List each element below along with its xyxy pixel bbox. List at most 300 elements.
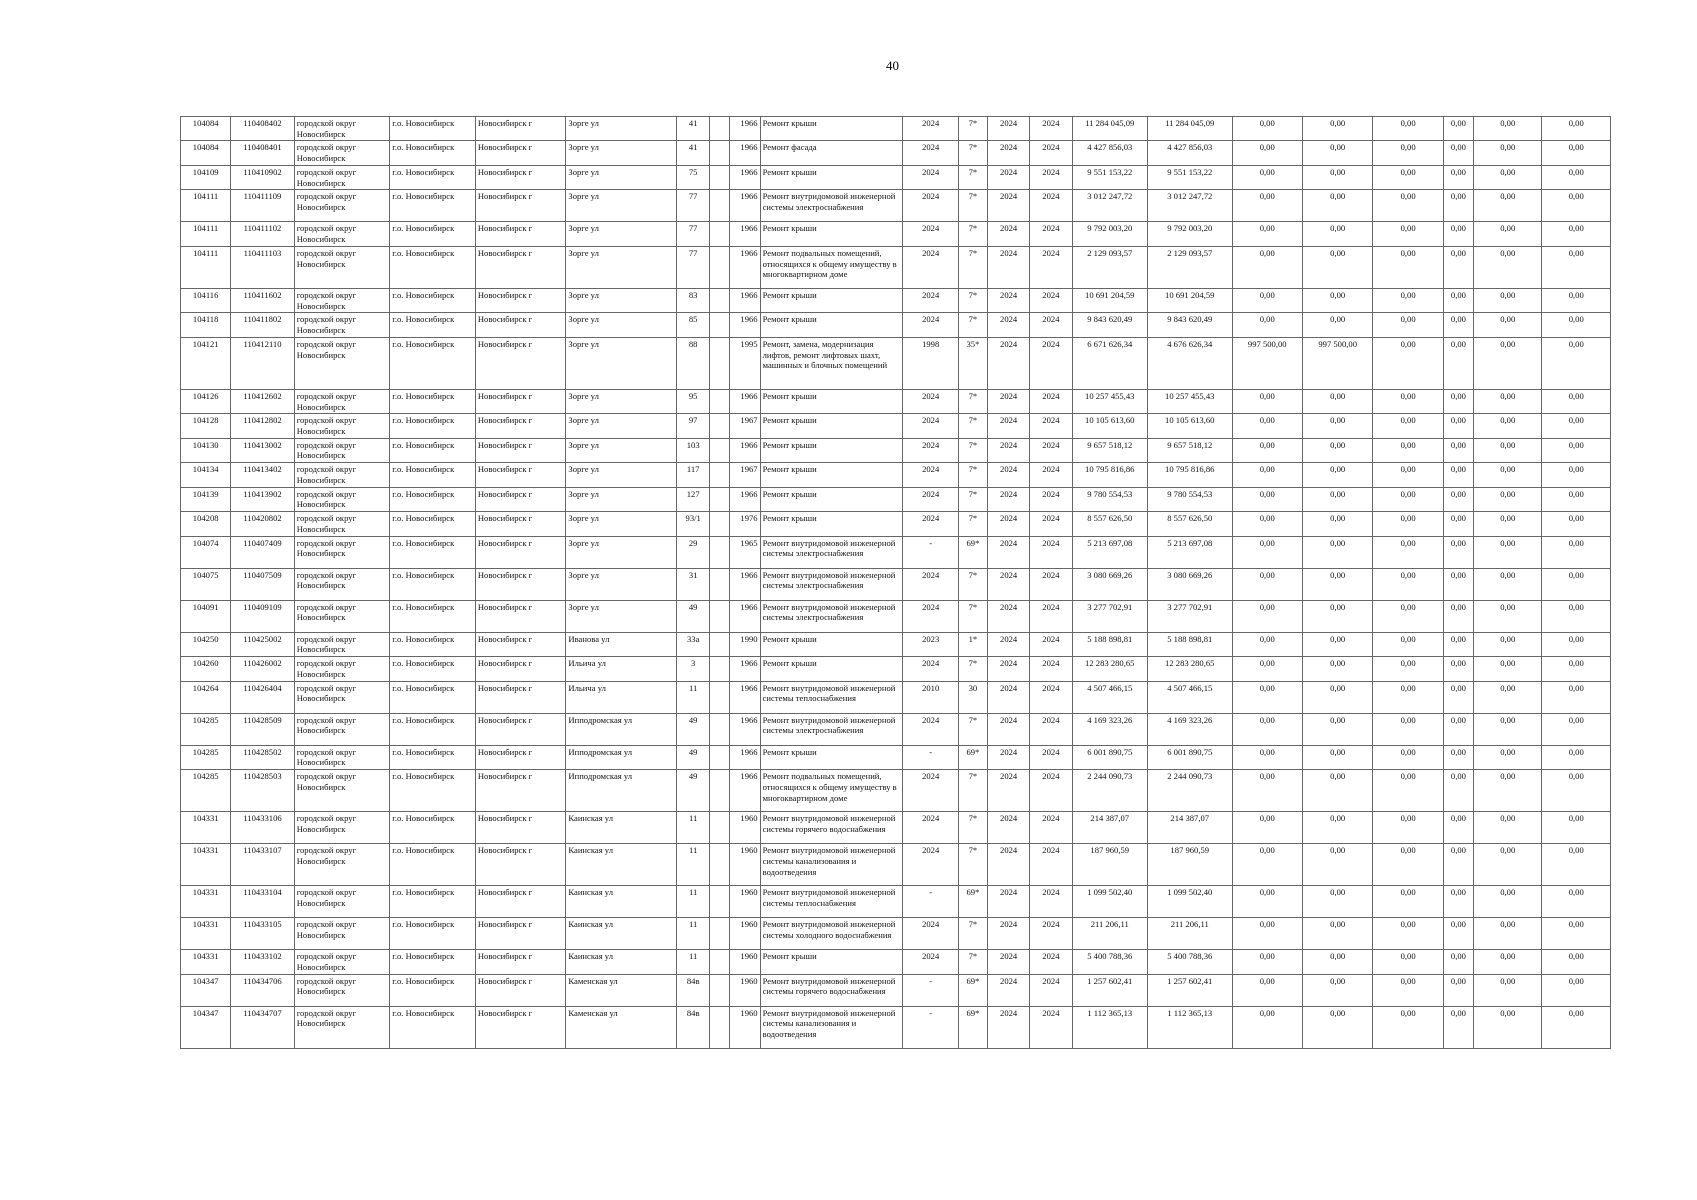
street-cell: Зорге ул	[566, 190, 677, 222]
marker-cell: 7*	[958, 414, 987, 438]
amount-extra-cell: 0,00	[1373, 974, 1443, 1006]
year-end-cell: 2024	[1030, 770, 1072, 812]
district-cell: городской округ Новосибирск	[294, 657, 390, 681]
district-cell: городской округ Новосибирск	[294, 246, 390, 288]
amount-extra-cell: 0,00	[1302, 812, 1372, 844]
year-start-cell: 2024	[988, 600, 1030, 632]
table-row	[181, 117, 1611, 141]
year-end-cell: 2024	[1030, 713, 1072, 745]
build-year-cell: 1960	[730, 918, 760, 950]
empty-cell	[710, 844, 730, 886]
amount-extra-cell: 0,00	[1373, 487, 1443, 511]
plan-year-cell: 2024	[903, 600, 958, 632]
year-end-cell: 2024	[1030, 950, 1072, 974]
plan-year-cell: 2024	[903, 918, 958, 950]
amount-extra-cell: 0,00	[1443, 222, 1473, 246]
empty-cell	[710, 463, 730, 487]
street-cell: Зорге ул	[566, 165, 677, 189]
house-number-cell: 95	[677, 389, 710, 413]
table-row	[181, 337, 1611, 389]
plan-year-cell: 2024	[903, 438, 958, 462]
plan-year-cell: 2024	[903, 463, 958, 487]
amount-fund-cell: 1 099 502,40	[1148, 886, 1233, 918]
district-cell: городской округ Новосибирск	[294, 165, 390, 189]
year-start-cell: 2024	[988, 657, 1030, 681]
street-cell: Зорге ул	[566, 438, 677, 462]
amount-extra-cell: 0,00	[1373, 770, 1443, 812]
amount-extra-cell: 0,00	[1443, 246, 1473, 288]
district-cell: городской округ Новосибирск	[294, 337, 390, 389]
empty-cell	[710, 487, 730, 511]
work-type-cell: Ремонт крыши	[760, 165, 903, 189]
work-id-cell: 110433105	[231, 918, 294, 950]
amount-extra-cell: 0,00	[1542, 713, 1611, 745]
city-cell: Новосибирск г	[475, 568, 566, 600]
table-row	[181, 632, 1611, 656]
house-number-cell: 85	[677, 313, 710, 337]
city-cell: Новосибирск г	[475, 812, 566, 844]
amount-extra-cell: 997 500,00	[1232, 337, 1302, 389]
amount-extra-cell: 0,00	[1542, 463, 1611, 487]
settlement-cell: г.о. Новосибирск	[390, 117, 476, 141]
build-year-cell: 1966	[730, 681, 760, 713]
year-end-cell: 2024	[1030, 414, 1072, 438]
amount-extra-cell: 0,00	[1302, 222, 1372, 246]
house-number-cell: 49	[677, 745, 710, 769]
table-row	[181, 389, 1611, 413]
district-cell: городской округ Новосибирск	[294, 713, 390, 745]
city-cell: Новосибирск г	[475, 438, 566, 462]
amount-extra-cell: 0,00	[1302, 600, 1372, 632]
amount-total-cell: 9 657 518,12	[1072, 438, 1147, 462]
year-start-cell: 2024	[988, 950, 1030, 974]
amount-extra-cell: 0,00	[1232, 886, 1302, 918]
amount-extra-cell: 0,00	[1373, 536, 1443, 568]
amount-total-cell: 214 387,07	[1072, 812, 1147, 844]
amount-extra-cell: 0,00	[1232, 438, 1302, 462]
amount-extra-cell: 0,00	[1373, 463, 1443, 487]
work-id-cell: 110428503	[231, 770, 294, 812]
amount-extra-cell: 0,00	[1302, 1006, 1372, 1048]
marker-cell: 69*	[958, 886, 987, 918]
work-id-cell: 110426404	[231, 681, 294, 713]
empty-cell	[710, 141, 730, 165]
marker-cell: 7*	[958, 288, 987, 312]
amount-extra-cell: 0,00	[1443, 812, 1473, 844]
empty-cell	[710, 568, 730, 600]
marker-cell: 7*	[958, 568, 987, 600]
table-row	[181, 536, 1611, 568]
plan-year-cell: 2024	[903, 190, 958, 222]
amount-extra-cell: 0,00	[1302, 141, 1372, 165]
amount-fund-cell: 9 780 554,53	[1148, 487, 1233, 511]
amount-total-cell: 9 792 003,20	[1072, 222, 1147, 246]
build-year-cell: 1967	[730, 463, 760, 487]
marker-cell: 7*	[958, 389, 987, 413]
plan-year-cell: 2024	[903, 222, 958, 246]
amount-extra-cell: 0,00	[1373, 117, 1443, 141]
house-id-cell: 104084	[181, 117, 231, 141]
amount-extra-cell: 0,00	[1373, 1006, 1443, 1048]
build-year-cell: 1966	[730, 389, 760, 413]
work-type-cell: Ремонт крыши	[760, 512, 903, 536]
work-id-cell: 110433107	[231, 844, 294, 886]
city-cell: Новосибирск г	[475, 463, 566, 487]
amount-extra-cell: 0,00	[1232, 246, 1302, 288]
work-type-cell: Ремонт крыши	[760, 487, 903, 511]
build-year-cell: 1966	[730, 246, 760, 288]
house-number-cell: 11	[677, 918, 710, 950]
amount-extra-cell: 0,00	[1542, 770, 1611, 812]
build-year-cell: 1966	[730, 487, 760, 511]
year-start-cell: 2024	[988, 222, 1030, 246]
amount-fund-cell: 10 795 816,86	[1148, 463, 1233, 487]
settlement-cell: г.о. Новосибирск	[390, 812, 476, 844]
amount-extra-cell: 0,00	[1232, 568, 1302, 600]
house-id-cell: 104260	[181, 657, 231, 681]
year-end-cell: 2024	[1030, 222, 1072, 246]
street-cell: Каинская ул	[566, 918, 677, 950]
amount-extra-cell: 0,00	[1373, 288, 1443, 312]
amount-extra-cell: 0,00	[1474, 438, 1542, 462]
marker-cell: 35*	[958, 337, 987, 389]
amount-extra-cell: 0,00	[1373, 950, 1443, 974]
amount-extra-cell: 0,00	[1443, 886, 1473, 918]
street-cell: Ильича ул	[566, 681, 677, 713]
district-cell: городской округ Новосибирск	[294, 512, 390, 536]
amount-fund-cell: 5 400 788,36	[1148, 950, 1233, 974]
settlement-cell: г.о. Новосибирск	[390, 536, 476, 568]
district-cell: городской округ Новосибирск	[294, 487, 390, 511]
amount-total-cell: 1 257 602,41	[1072, 974, 1147, 1006]
work-id-cell: 110412602	[231, 389, 294, 413]
amount-extra-cell: 0,00	[1542, 487, 1611, 511]
table-row	[181, 313, 1611, 337]
amount-extra-cell: 0,00	[1443, 487, 1473, 511]
city-cell: Новосибирск г	[475, 886, 566, 918]
district-cell: городской округ Новосибирск	[294, 1006, 390, 1048]
district-cell: городской округ Новосибирск	[294, 288, 390, 312]
amount-extra-cell: 0,00	[1474, 681, 1542, 713]
year-end-cell: 2024	[1030, 313, 1072, 337]
table-row	[181, 886, 1611, 918]
settlement-cell: г.о. Новосибирск	[390, 568, 476, 600]
marker-cell: 7*	[958, 770, 987, 812]
empty-cell	[710, 1006, 730, 1048]
year-start-cell: 2024	[988, 288, 1030, 312]
plan-year-cell: -	[903, 1006, 958, 1048]
amount-extra-cell: 0,00	[1302, 313, 1372, 337]
amount-extra-cell: 0,00	[1542, 414, 1611, 438]
settlement-cell: г.о. Новосибирск	[390, 313, 476, 337]
amount-extra-cell: 0,00	[1373, 812, 1443, 844]
street-cell: Каменская ул	[566, 1006, 677, 1048]
build-year-cell: 1965	[730, 536, 760, 568]
work-type-cell: Ремонт внутридомовой инженерной системы теплоснабжения	[760, 886, 903, 918]
amount-extra-cell: 0,00	[1443, 568, 1473, 600]
amount-extra-cell: 0,00	[1542, 190, 1611, 222]
build-year-cell: 1966	[730, 222, 760, 246]
house-id-cell: 104331	[181, 918, 231, 950]
amount-extra-cell: 0,00	[1373, 313, 1443, 337]
build-year-cell: 1966	[730, 288, 760, 312]
street-cell: Зорге ул	[566, 246, 677, 288]
work-type-cell: Ремонт внутридомовой инженерной системы холодного водоснабжения	[760, 918, 903, 950]
build-year-cell: 1966	[730, 117, 760, 141]
empty-cell	[710, 886, 730, 918]
work-type-cell: Ремонт крыши	[760, 632, 903, 656]
build-year-cell: 1966	[730, 600, 760, 632]
amount-extra-cell: 0,00	[1232, 657, 1302, 681]
city-cell: Новосибирск г	[475, 1006, 566, 1048]
amount-fund-cell: 10 257 455,43	[1148, 389, 1233, 413]
table-row	[181, 288, 1611, 312]
marker-cell: 7*	[958, 600, 987, 632]
street-cell: Каменская ул	[566, 974, 677, 1006]
amount-extra-cell: 0,00	[1474, 536, 1542, 568]
amount-total-cell: 3 277 702,91	[1072, 600, 1147, 632]
plan-year-cell: 2024	[903, 313, 958, 337]
amount-fund-cell: 187 960,59	[1148, 844, 1233, 886]
empty-cell	[710, 974, 730, 1006]
empty-cell	[710, 414, 730, 438]
amount-extra-cell: 0,00	[1232, 918, 1302, 950]
year-start-cell: 2024	[988, 190, 1030, 222]
city-cell: Новосибирск г	[475, 770, 566, 812]
settlement-cell: г.о. Новосибирск	[390, 487, 476, 511]
empty-cell	[710, 632, 730, 656]
city-cell: Новосибирск г	[475, 536, 566, 568]
marker-cell: 7*	[958, 165, 987, 189]
work-id-cell: 110433106	[231, 812, 294, 844]
year-end-cell: 2024	[1030, 246, 1072, 288]
work-type-cell: Ремонт внутридомовой инженерной системы горячего водоснабжения	[760, 974, 903, 1006]
amount-extra-cell: 0,00	[1443, 536, 1473, 568]
amount-extra-cell: 0,00	[1373, 568, 1443, 600]
amount-extra-cell: 0,00	[1474, 117, 1542, 141]
district-cell: городской округ Новосибирск	[294, 632, 390, 656]
house-number-cell: 11	[677, 886, 710, 918]
amount-extra-cell: 0,00	[1542, 950, 1611, 974]
work-id-cell: 110426002	[231, 657, 294, 681]
settlement-cell: г.о. Новосибирск	[390, 918, 476, 950]
amount-extra-cell: 0,00	[1232, 950, 1302, 974]
amount-extra-cell: 0,00	[1373, 918, 1443, 950]
table-row	[181, 1006, 1611, 1048]
street-cell: Зорге ул	[566, 536, 677, 568]
house-id-cell: 104118	[181, 313, 231, 337]
city-cell: Новосибирск г	[475, 222, 566, 246]
amount-extra-cell: 0,00	[1443, 165, 1473, 189]
settlement-cell: г.о. Новосибирск	[390, 632, 476, 656]
build-year-cell: 1966	[730, 190, 760, 222]
district-cell: городской округ Новосибирск	[294, 974, 390, 1006]
city-cell: Новосибирск г	[475, 487, 566, 511]
year-end-cell: 2024	[1030, 632, 1072, 656]
city-cell: Новосибирск г	[475, 681, 566, 713]
table-row	[181, 600, 1611, 632]
amount-extra-cell: 0,00	[1443, 1006, 1473, 1048]
table-row	[181, 974, 1611, 1006]
house-number-cell: 11	[677, 950, 710, 974]
district-cell: городской округ Новосибирск	[294, 918, 390, 950]
year-start-cell: 2024	[988, 886, 1030, 918]
year-end-cell: 2024	[1030, 536, 1072, 568]
year-start-cell: 2024	[988, 246, 1030, 288]
amount-extra-cell: 0,00	[1232, 463, 1302, 487]
work-id-cell: 110428502	[231, 745, 294, 769]
amount-extra-cell: 0,00	[1232, 745, 1302, 769]
settlement-cell: г.о. Новосибирск	[390, 886, 476, 918]
work-type-cell: Ремонт внутридомовой инженерной системы электроснабжения	[760, 536, 903, 568]
amount-total-cell: 10 691 204,59	[1072, 288, 1147, 312]
table-row	[181, 414, 1611, 438]
amount-extra-cell: 0,00	[1302, 246, 1372, 288]
empty-cell	[710, 512, 730, 536]
amount-extra-cell: 0,00	[1373, 600, 1443, 632]
amount-total-cell: 3 012 247,72	[1072, 190, 1147, 222]
amount-extra-cell: 0,00	[1232, 844, 1302, 886]
amount-extra-cell: 0,00	[1474, 812, 1542, 844]
work-type-cell: Ремонт крыши	[760, 313, 903, 337]
amount-fund-cell: 5 213 697,08	[1148, 536, 1233, 568]
work-id-cell: 110413002	[231, 438, 294, 462]
house-number-cell: 117	[677, 463, 710, 487]
work-id-cell: 110412802	[231, 414, 294, 438]
amount-extra-cell: 0,00	[1474, 414, 1542, 438]
plan-year-cell: 2024	[903, 657, 958, 681]
amount-extra-cell: 0,00	[1474, 974, 1542, 1006]
city-cell: Новосибирск г	[475, 974, 566, 1006]
amount-extra-cell: 0,00	[1542, 536, 1611, 568]
work-id-cell: 110420802	[231, 512, 294, 536]
marker-cell: 7*	[958, 463, 987, 487]
amount-extra-cell: 0,00	[1302, 974, 1372, 1006]
street-cell: Ильича ул	[566, 657, 677, 681]
street-cell: Зорге ул	[566, 463, 677, 487]
amount-extra-cell: 0,00	[1474, 657, 1542, 681]
amount-fund-cell: 9 657 518,12	[1148, 438, 1233, 462]
year-end-cell: 2024	[1030, 337, 1072, 389]
district-cell: городской округ Новосибирск	[294, 886, 390, 918]
city-cell: Новосибирск г	[475, 844, 566, 886]
marker-cell: 30	[958, 681, 987, 713]
house-number-cell: 33а	[677, 632, 710, 656]
amount-extra-cell: 0,00	[1542, 568, 1611, 600]
marker-cell: 7*	[958, 141, 987, 165]
amount-fund-cell: 211 206,11	[1148, 918, 1233, 950]
table-row	[181, 165, 1611, 189]
year-end-cell: 2024	[1030, 438, 1072, 462]
work-id-cell: 110411602	[231, 288, 294, 312]
amount-extra-cell: 0,00	[1232, 812, 1302, 844]
marker-cell: 7*	[958, 190, 987, 222]
build-year-cell: 1990	[730, 632, 760, 656]
work-type-cell: Ремонт подвальных помещений, относящихся к общему имуществу в многоквартирном доме	[760, 246, 903, 288]
work-type-cell: Ремонт крыши	[760, 463, 903, 487]
plan-year-cell: 2024	[903, 713, 958, 745]
settlement-cell: г.о. Новосибирск	[390, 950, 476, 974]
amount-extra-cell: 0,00	[1373, 657, 1443, 681]
table-row	[181, 657, 1611, 681]
plan-year-cell: 2024	[903, 812, 958, 844]
empty-cell	[710, 337, 730, 389]
marker-cell: 7*	[958, 812, 987, 844]
build-year-cell: 1960	[730, 1006, 760, 1048]
amount-extra-cell: 0,00	[1232, 1006, 1302, 1048]
amount-extra-cell: 0,00	[1373, 165, 1443, 189]
amount-extra-cell: 0,00	[1232, 974, 1302, 1006]
house-number-cell: 11	[677, 844, 710, 886]
amount-total-cell: 10 257 455,43	[1072, 389, 1147, 413]
amount-fund-cell: 1 257 602,41	[1148, 974, 1233, 1006]
marker-cell: 7*	[958, 246, 987, 288]
settlement-cell: г.о. Новосибирск	[390, 844, 476, 886]
marker-cell: 7*	[958, 657, 987, 681]
amount-extra-cell: 0,00	[1474, 141, 1542, 165]
year-start-cell: 2024	[988, 1006, 1030, 1048]
amount-extra-cell: 0,00	[1443, 141, 1473, 165]
table-row	[181, 438, 1611, 462]
amount-extra-cell: 0,00	[1474, 918, 1542, 950]
empty-cell	[710, 246, 730, 288]
amount-fund-cell: 9 551 153,22	[1148, 165, 1233, 189]
work-id-cell: 110413402	[231, 463, 294, 487]
table-row	[181, 487, 1611, 511]
work-id-cell: 110433102	[231, 950, 294, 974]
amount-extra-cell: 0,00	[1443, 632, 1473, 656]
district-cell: городской округ Новосибирск	[294, 414, 390, 438]
district-cell: городской округ Новосибирск	[294, 745, 390, 769]
amount-extra-cell: 0,00	[1474, 713, 1542, 745]
work-type-cell: Ремонт крыши	[760, 288, 903, 312]
marker-cell: 7*	[958, 438, 987, 462]
amount-total-cell: 4 427 856,03	[1072, 141, 1147, 165]
settlement-cell: г.о. Новосибирск	[390, 512, 476, 536]
settlement-cell: г.о. Новосибирск	[390, 438, 476, 462]
city-cell: Новосибирск г	[475, 657, 566, 681]
table-row	[181, 568, 1611, 600]
table-row	[181, 141, 1611, 165]
plan-year-cell: 2024	[903, 844, 958, 886]
work-id-cell: 110409109	[231, 600, 294, 632]
house-number-cell: 41	[677, 141, 710, 165]
amount-fund-cell: 2 244 090,73	[1148, 770, 1233, 812]
district-cell: городской округ Новосибирск	[294, 568, 390, 600]
amount-extra-cell: 0,00	[1542, 512, 1611, 536]
street-cell: Зорге ул	[566, 141, 677, 165]
house-number-cell: 49	[677, 770, 710, 812]
amount-extra-cell: 0,00	[1302, 568, 1372, 600]
year-end-cell: 2024	[1030, 190, 1072, 222]
amount-extra-cell: 0,00	[1443, 512, 1473, 536]
district-cell: городской округ Новосибирск	[294, 600, 390, 632]
amount-extra-cell: 0,00	[1443, 844, 1473, 886]
amount-fund-cell: 9 843 620,49	[1148, 313, 1233, 337]
year-end-cell: 2024	[1030, 389, 1072, 413]
work-id-cell: 110407409	[231, 536, 294, 568]
plan-year-cell: -	[903, 974, 958, 1006]
amount-extra-cell: 0,00	[1373, 222, 1443, 246]
amount-extra-cell: 0,00	[1474, 950, 1542, 974]
plan-year-cell: 2024	[903, 414, 958, 438]
empty-cell	[710, 288, 730, 312]
amount-extra-cell: 0,00	[1232, 414, 1302, 438]
amount-extra-cell: 0,00	[1474, 745, 1542, 769]
amount-total-cell: 1 099 502,40	[1072, 886, 1147, 918]
work-type-cell: Ремонт внутридомовой инженерной системы канализования и водоотведения	[760, 844, 903, 886]
amount-extra-cell: 0,00	[1542, 812, 1611, 844]
